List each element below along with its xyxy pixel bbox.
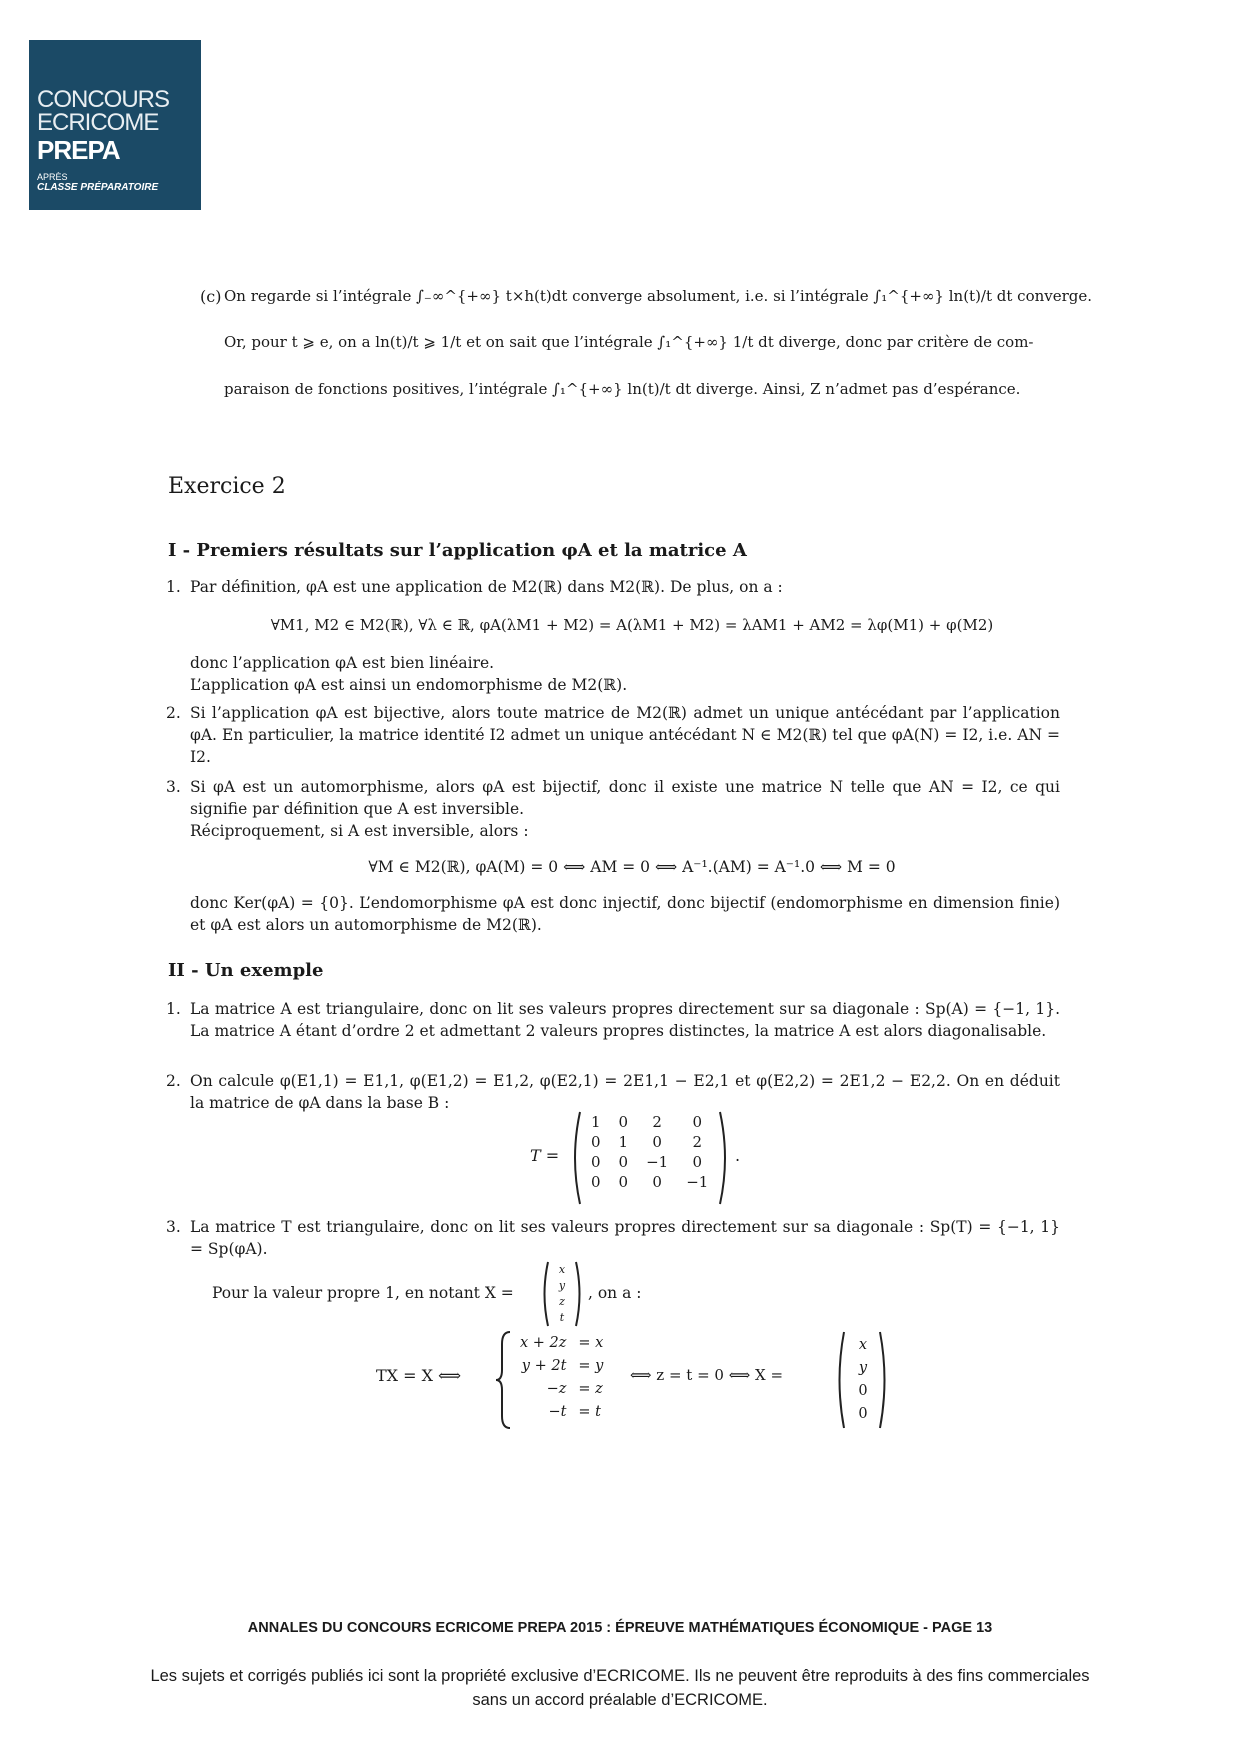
s1-item-1 — [166, 576, 1060, 598]
s1-item-1-p1: Par définition, φA est une application de M2(ℝ) dans M2(ℝ). De plus, on a : — [190, 578, 783, 596]
t-matrix-row — [582, 1132, 717, 1152]
x-vector-entry: t — [559, 1311, 565, 1324]
footer-copyright: Les sujets et corrigés publiés ici sont la propriété exclusive d’ECRICOME. Ils ne peuvent être reproduits à des fins commerciales sans un accord préalable d’ECRICOME. — [150, 1667, 1090, 1709]
result-bracket-right — [878, 1330, 890, 1430]
t-matrix-bracket-left — [568, 1110, 582, 1206]
system-row — [514, 1355, 609, 1378]
system-rhs-cell: = x — [578, 1335, 604, 1351]
s2-item-3-num: 3. — [166, 1218, 181, 1236]
section-2-title: II - Un exemple — [168, 960, 324, 981]
t-matrix-cell: 2 — [692, 1133, 703, 1151]
x-vector — [552, 1262, 572, 1326]
footer-title: ANNALES DU CONCOURS ECRICOME PREPA 2015 : ÉPREUVE MATHÉMATIQUES ÉCONOMIQUE - PAGE 13 — [247, 1620, 993, 1636]
system-brace — [494, 1330, 512, 1430]
s1-item-3-eq: ∀M ∈ M2(ℝ), φA(M) = 0 ⟺ AM = 0 ⟺ A⁻¹.(AM) = A⁻¹.0 ⟺ M = 0 — [368, 858, 896, 876]
x-vector-entry: y — [558, 1279, 566, 1292]
t-matrix-cell: 0 — [618, 1153, 629, 1171]
s2-item-3-p1: La matrice T est triangulaire, donc on lit ses valeurs propres directement sur sa diagonale : Sp(T) = {−1, 1} = Sp(φA). — [190, 1218, 1060, 1258]
equation-system — [514, 1332, 609, 1424]
result-bracket-left — [834, 1330, 846, 1430]
system-lhs-cell: −t — [548, 1404, 567, 1420]
logo-line-classe: CLASSE PRÉPARATOIRE — [37, 182, 159, 193]
part-c-label: (c) — [200, 287, 222, 306]
s1-item-3-p3: donc Ker(φA) = {0}. L’endomorphisme φA est donc injectif, donc bijectif (endomorphisme en dimension finie) et φA est alors un automorphisme de M2(ℝ). — [190, 894, 1060, 934]
s1-item-2-num: 2. — [166, 704, 181, 722]
t-matrix-cell: 0 — [652, 1133, 662, 1151]
part-c-line-1: On regarde si l’intégrale ∫₋∞^{+∞} t×h(t)dt converge absolument, i.e. si l’intégrale ∫₁^{+∞} ln(t)/t dt converge. — [224, 287, 1093, 305]
t-matrix-cell: 0 — [618, 1113, 629, 1131]
s1-item-1-eq: ∀M1, M2 ∈ M2(ℝ), ∀λ ∈ ℝ, φA(λM1 + M2) = A(λM1 + M2) = λAM1 + AM2 = λφ(M1) + φ(M2) — [270, 616, 994, 634]
result-vector — [848, 1334, 878, 1426]
result-vector-entry: 0 — [858, 1406, 868, 1422]
s1-item-3-p2: Réciproquement, si A est inversible, alors : — [190, 822, 529, 840]
s2-item-1-p1: La matrice A est triangulaire, donc on lit ses valeurs propres directement sur sa diagonale : Sp(A) = {−1, 1}. La matrice A étant d’ordre 2 et admettant 2 valeurs propres distinctes, la matrice A est alors diagonalisable. — [190, 1000, 1060, 1040]
s2-item-3 — [166, 1216, 1060, 1260]
logo-line-prepa: PREPA — [37, 135, 120, 165]
system-lhs-cell: x + 2z — [520, 1335, 567, 1351]
t-matrix-cell: 0 — [618, 1173, 629, 1191]
s2-item-3-p2b: , on a : — [588, 1284, 642, 1302]
s2-item-2-p1: On calcule φ(E1,1) = E1,1, φ(E1,2) = E1,2, φ(E2,1) = 2E1,1 − E2,1 et φ(E2,2) = 2E1,2 − E2,2. On en déduit la matrice de φA dans la base B : — [190, 1072, 1060, 1112]
s2-item-2-num: 2. — [166, 1072, 181, 1090]
t-matrix-row — [582, 1112, 717, 1132]
s1-item-2-p1: Si l’application φA est bijective, alors toute matrice de M2(ℝ) admet un unique antécédant par l’application φA. En particulier, la matrice identité I2 admet un unique antécédant N ∈ M2(ℝ) tel que φA(N) = I2, i.e. AN = I2. — [190, 704, 1060, 766]
t-matrix-cell: 0 — [591, 1153, 601, 1171]
system-rhs-cell: = y — [578, 1358, 604, 1374]
t-matrix-cell: 0 — [652, 1173, 662, 1191]
s2-item-1-num: 1. — [166, 1000, 181, 1018]
logo-line-apres: APRÈS — [37, 172, 68, 182]
x-vector-entry: z — [559, 1295, 565, 1308]
t-matrix-row — [582, 1152, 717, 1172]
logo-line-ecricome: ECRICOME — [37, 109, 159, 136]
s1-item-1-num: 1. — [166, 578, 181, 596]
t-matrix-cell: 2 — [652, 1113, 662, 1131]
result-vector-entry: x — [858, 1337, 868, 1353]
s1-item-1-p2: donc l’application φA est bien linéaire. — [190, 654, 495, 672]
ecricome-logo — [29, 40, 201, 210]
part-c-line-2: Or, pour t ⩾ e, on a ln(t)/t ⩾ 1/t et on sait que l’intégrale ∫₁^{+∞} 1/t dt diverge, donc par critère de com- — [224, 333, 1034, 351]
section-1-title: I - Premiers résultats sur l’application φA et la matrice A — [168, 540, 747, 561]
s1-item-3 — [166, 776, 1060, 842]
t-matrix-end: . — [735, 1146, 741, 1165]
t-matrix-label: T = — [530, 1146, 560, 1165]
t-matrix-cell: 1 — [618, 1133, 629, 1151]
exercise-title: Exercice 2 — [168, 474, 286, 499]
system-row — [514, 1332, 609, 1355]
t-matrix-bracket-right — [718, 1110, 732, 1206]
t-matrix — [582, 1112, 717, 1192]
result-vector-entry: y — [858, 1360, 868, 1376]
t-matrix-cell: 0 — [692, 1153, 703, 1171]
s1-item-1-cont — [190, 652, 1060, 696]
x-vector-bracket-right — [574, 1260, 584, 1328]
system-lhs-cell: −z — [546, 1381, 567, 1397]
t-matrix-cell: 0 — [591, 1133, 601, 1151]
x-vector-entry: x — [558, 1263, 566, 1276]
system-rhs-cell: = t — [578, 1404, 602, 1420]
t-matrix-cell: −1 — [686, 1173, 709, 1191]
s1-item-3-num: 3. — [166, 778, 181, 796]
system-lhs: TX = X ⟺ — [376, 1366, 462, 1385]
s1-item-3-p1: Si φA est un automorphisme, alors φA est bijectif, donc il existe une matrice N telle que AN = I2, ce qui signifie par définition que A est inversible. — [190, 778, 1060, 818]
t-matrix-cell: 1 — [591, 1113, 601, 1131]
system-rhs-cell: = z — [578, 1381, 603, 1397]
logo-line-concours: CONCOURS — [37, 86, 170, 113]
result-vector-entry: 0 — [858, 1383, 868, 1399]
x-vector-bracket-left — [540, 1260, 550, 1328]
t-matrix-cell: 0 — [692, 1113, 703, 1131]
s1-item-1-p3: L’application φA est ainsi un endomorphisme de M2(ℝ). — [190, 676, 628, 694]
t-matrix-row — [582, 1172, 717, 1192]
s2-item-2 — [166, 1070, 1060, 1114]
t-matrix-cell: 0 — [591, 1173, 601, 1191]
s1-item-3-cont — [190, 892, 1060, 936]
part-c-line-3: paraison de fonctions positives, l’intégrale ∫₁^{+∞} ln(t)/t dt diverge. Ainsi, Z n’admet pas d’espérance. — [224, 380, 1021, 398]
system-row — [514, 1378, 609, 1401]
s2-item-3-p2a: Pour la valeur propre 1, en notant X = — [212, 1284, 514, 1302]
system-mid: ⟺ z = t = 0 ⟺ X = — [630, 1366, 784, 1384]
system-lhs-cell: y + 2t — [521, 1358, 567, 1374]
s1-item-2 — [166, 702, 1060, 768]
s2-item-1 — [166, 998, 1060, 1042]
t-matrix-cell: −1 — [646, 1153, 669, 1171]
system-row — [514, 1401, 609, 1424]
